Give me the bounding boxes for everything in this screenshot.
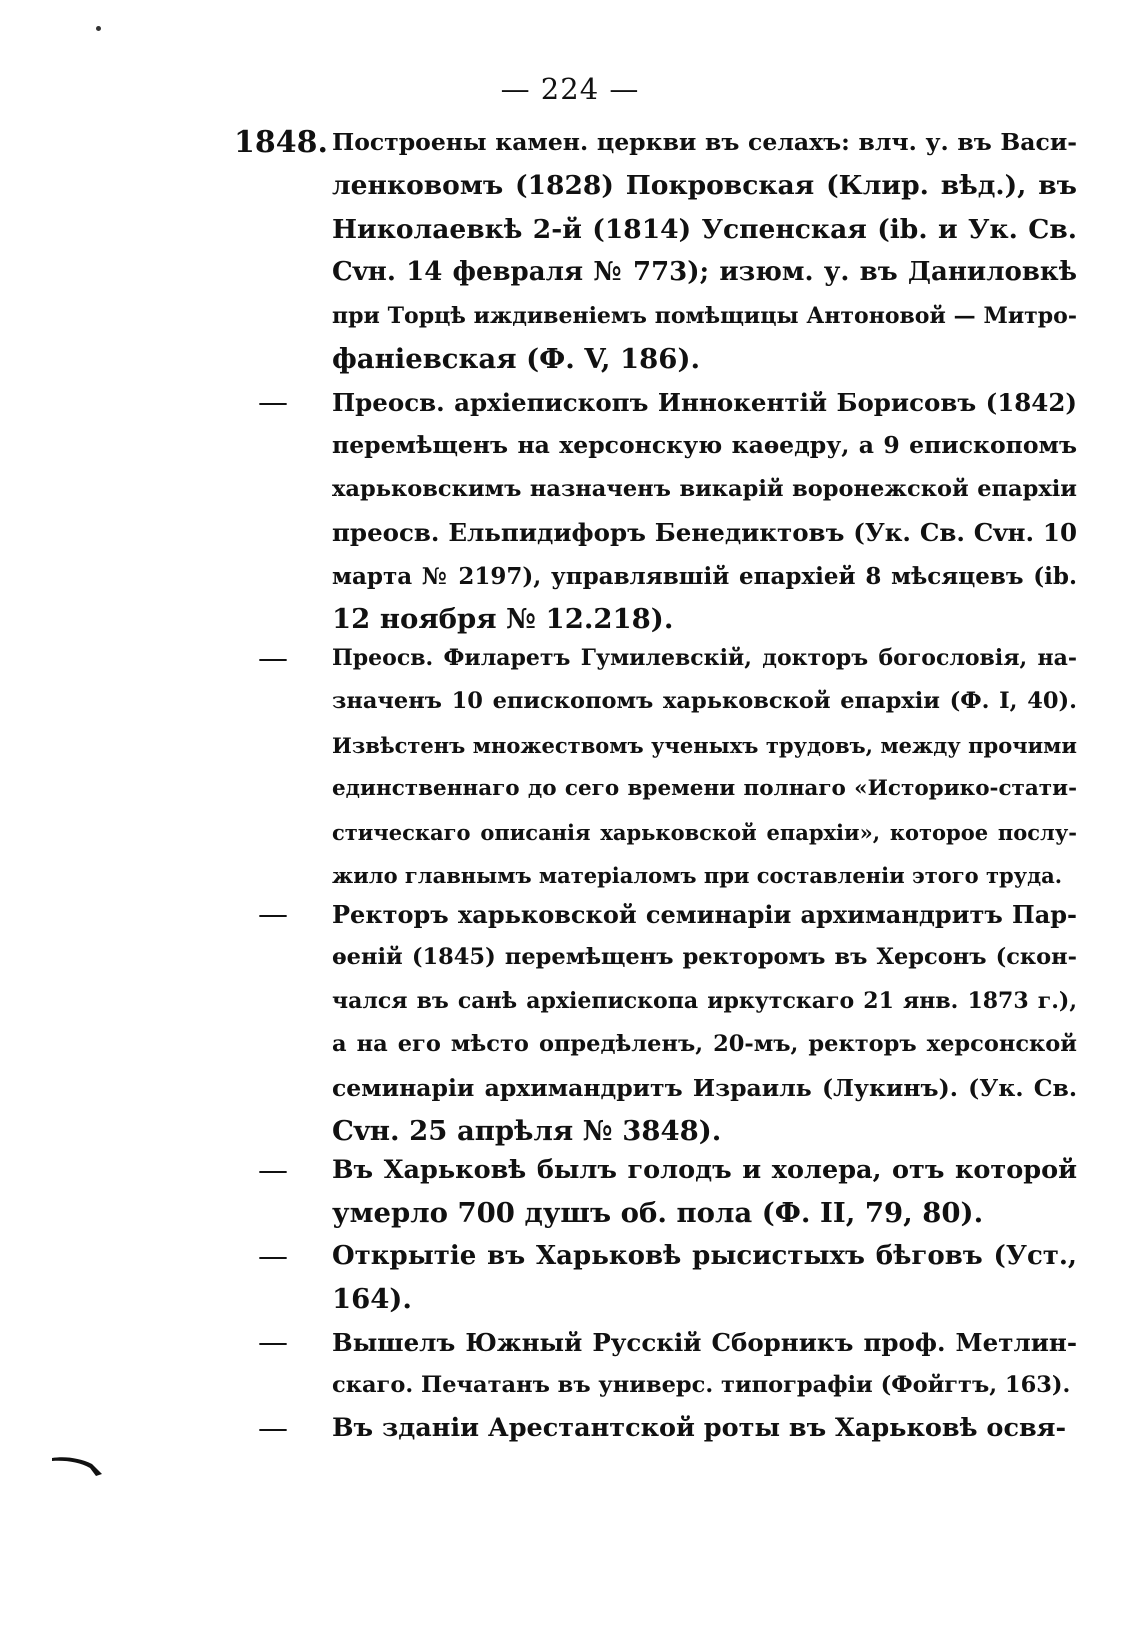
text-line: умерло 700 душъ об. пола (Ф. II, 79, 80). bbox=[332, 1197, 984, 1230]
text-line: Сvн. 14 февраля № 773); изюм. у. въ Даниловкѣ bbox=[332, 257, 1077, 288]
text-line: Преосв. архіепископъ Иннокентій Борисовъ (1842) bbox=[332, 388, 1077, 417]
text-line: перемѣщенъ на херсонскую каѳедру, а 9 епископомъ bbox=[332, 431, 1077, 460]
text-line: 164). bbox=[332, 1283, 412, 1316]
entry-dash-marker: — bbox=[258, 1325, 288, 1360]
text-line: Извѣстенъ множествомъ ученыхъ трудовъ, между прочими bbox=[332, 732, 1077, 758]
text-line: значенъ 10 епископомъ харьковской епархіи (Ф. I, 40). bbox=[332, 688, 1077, 715]
text-line: жило главнымъ матеріаломъ при составленіи этого труда. bbox=[332, 862, 1063, 888]
entry-dash-marker: — bbox=[258, 1239, 288, 1274]
text-line: единственнаго до сего времени полнаго «Историко-стати- bbox=[332, 776, 1077, 802]
text-line: Въ Харьковѣ былъ голодъ и холера, отъ которой bbox=[332, 1155, 1077, 1185]
text-line: Въ зданіи Арестантской роты въ Харьковѣ освя- bbox=[332, 1413, 1067, 1443]
text-line: семинаріи архимандритъ Израиль (Лукинъ). (Ук. Св. bbox=[332, 1073, 1077, 1102]
text-line: ленковомъ (1828) Покровская (Клир. вѣд.), въ bbox=[332, 170, 1077, 202]
text-line: 12 ноября № 12.218). bbox=[332, 602, 674, 635]
entry-dash-marker: — bbox=[258, 385, 288, 420]
text-line: ѳеній (1845) перемѣщенъ ректоромъ въ Херсонъ (скон- bbox=[332, 944, 1077, 971]
text-line: преосв. Ельпидифоръ Бенедиктовъ (Ук. Св. Сvн. 10 bbox=[332, 518, 1077, 548]
text-line: харьковскимъ назначенъ викарій воронежской епархіи bbox=[332, 475, 1077, 502]
scan-dot-mark bbox=[96, 26, 101, 31]
text-line: марта № 2197), управлявшій епархіей 8 мѣсяцевъ (ib. bbox=[332, 562, 1077, 590]
entry-text bbox=[332, 1407, 1077, 1450]
entry-text bbox=[332, 381, 1077, 641]
text-line: Ректоръ харьковской семинаріи архимандритъ Пар- bbox=[332, 900, 1077, 929]
entry-year-marker: 1848. bbox=[234, 125, 328, 160]
entry-text bbox=[332, 637, 1077, 897]
entry-text bbox=[332, 1149, 1077, 1236]
entry-text bbox=[332, 1235, 1077, 1322]
text-line: Преосв. Филаретъ Гумилевскій, докторъ богословія, на- bbox=[332, 645, 1077, 671]
text-line: чался въ санѣ архіепископа иркутскаго 21 янв. 1873 г.), bbox=[332, 987, 1077, 1014]
text-line: при Торцѣ иждивеніемъ помѣщицы Антоновой — Митро- bbox=[332, 302, 1077, 329]
text-line: Построены камен. церкви въ селахъ: влч. у. въ Васи- bbox=[332, 128, 1077, 156]
text-line: а на его мѣсто опредѣленъ, 20-мъ, ректоръ херсонской bbox=[332, 1031, 1077, 1058]
entry-text bbox=[332, 893, 1077, 1153]
text-line: Сvн. 25 апрѣля № 3848). bbox=[332, 1114, 722, 1147]
entry-dash-marker: — bbox=[258, 897, 288, 932]
text-line: Открытіе въ Харьковѣ рысистыхъ бѣговъ (Уст., bbox=[332, 1241, 1077, 1271]
page-number: — 224 — bbox=[500, 72, 640, 106]
scan-edge-mark bbox=[50, 1452, 110, 1482]
text-line: Вышелъ Южный Русскій Сборникъ проф. Метлин- bbox=[332, 1328, 1077, 1357]
text-line: фаніевская (Ф. V, 186). bbox=[332, 342, 701, 375]
entry-text bbox=[332, 121, 1077, 381]
entry-dash-marker: — bbox=[258, 1411, 288, 1446]
text-line: скаго. Печатанъ въ универс. типографіи (Фойгтъ, 163). bbox=[332, 1372, 1071, 1399]
entry-dash-marker: — bbox=[258, 641, 288, 676]
entry-text bbox=[332, 1321, 1077, 1408]
text-line: Николаевкѣ 2-й (1814) Успенская (ib. и Ук. Св. bbox=[332, 213, 1077, 245]
text-line: стическаго описанія харьковской епархіи», которое послу- bbox=[332, 819, 1077, 845]
entry-dash-marker: — bbox=[258, 1153, 288, 1188]
